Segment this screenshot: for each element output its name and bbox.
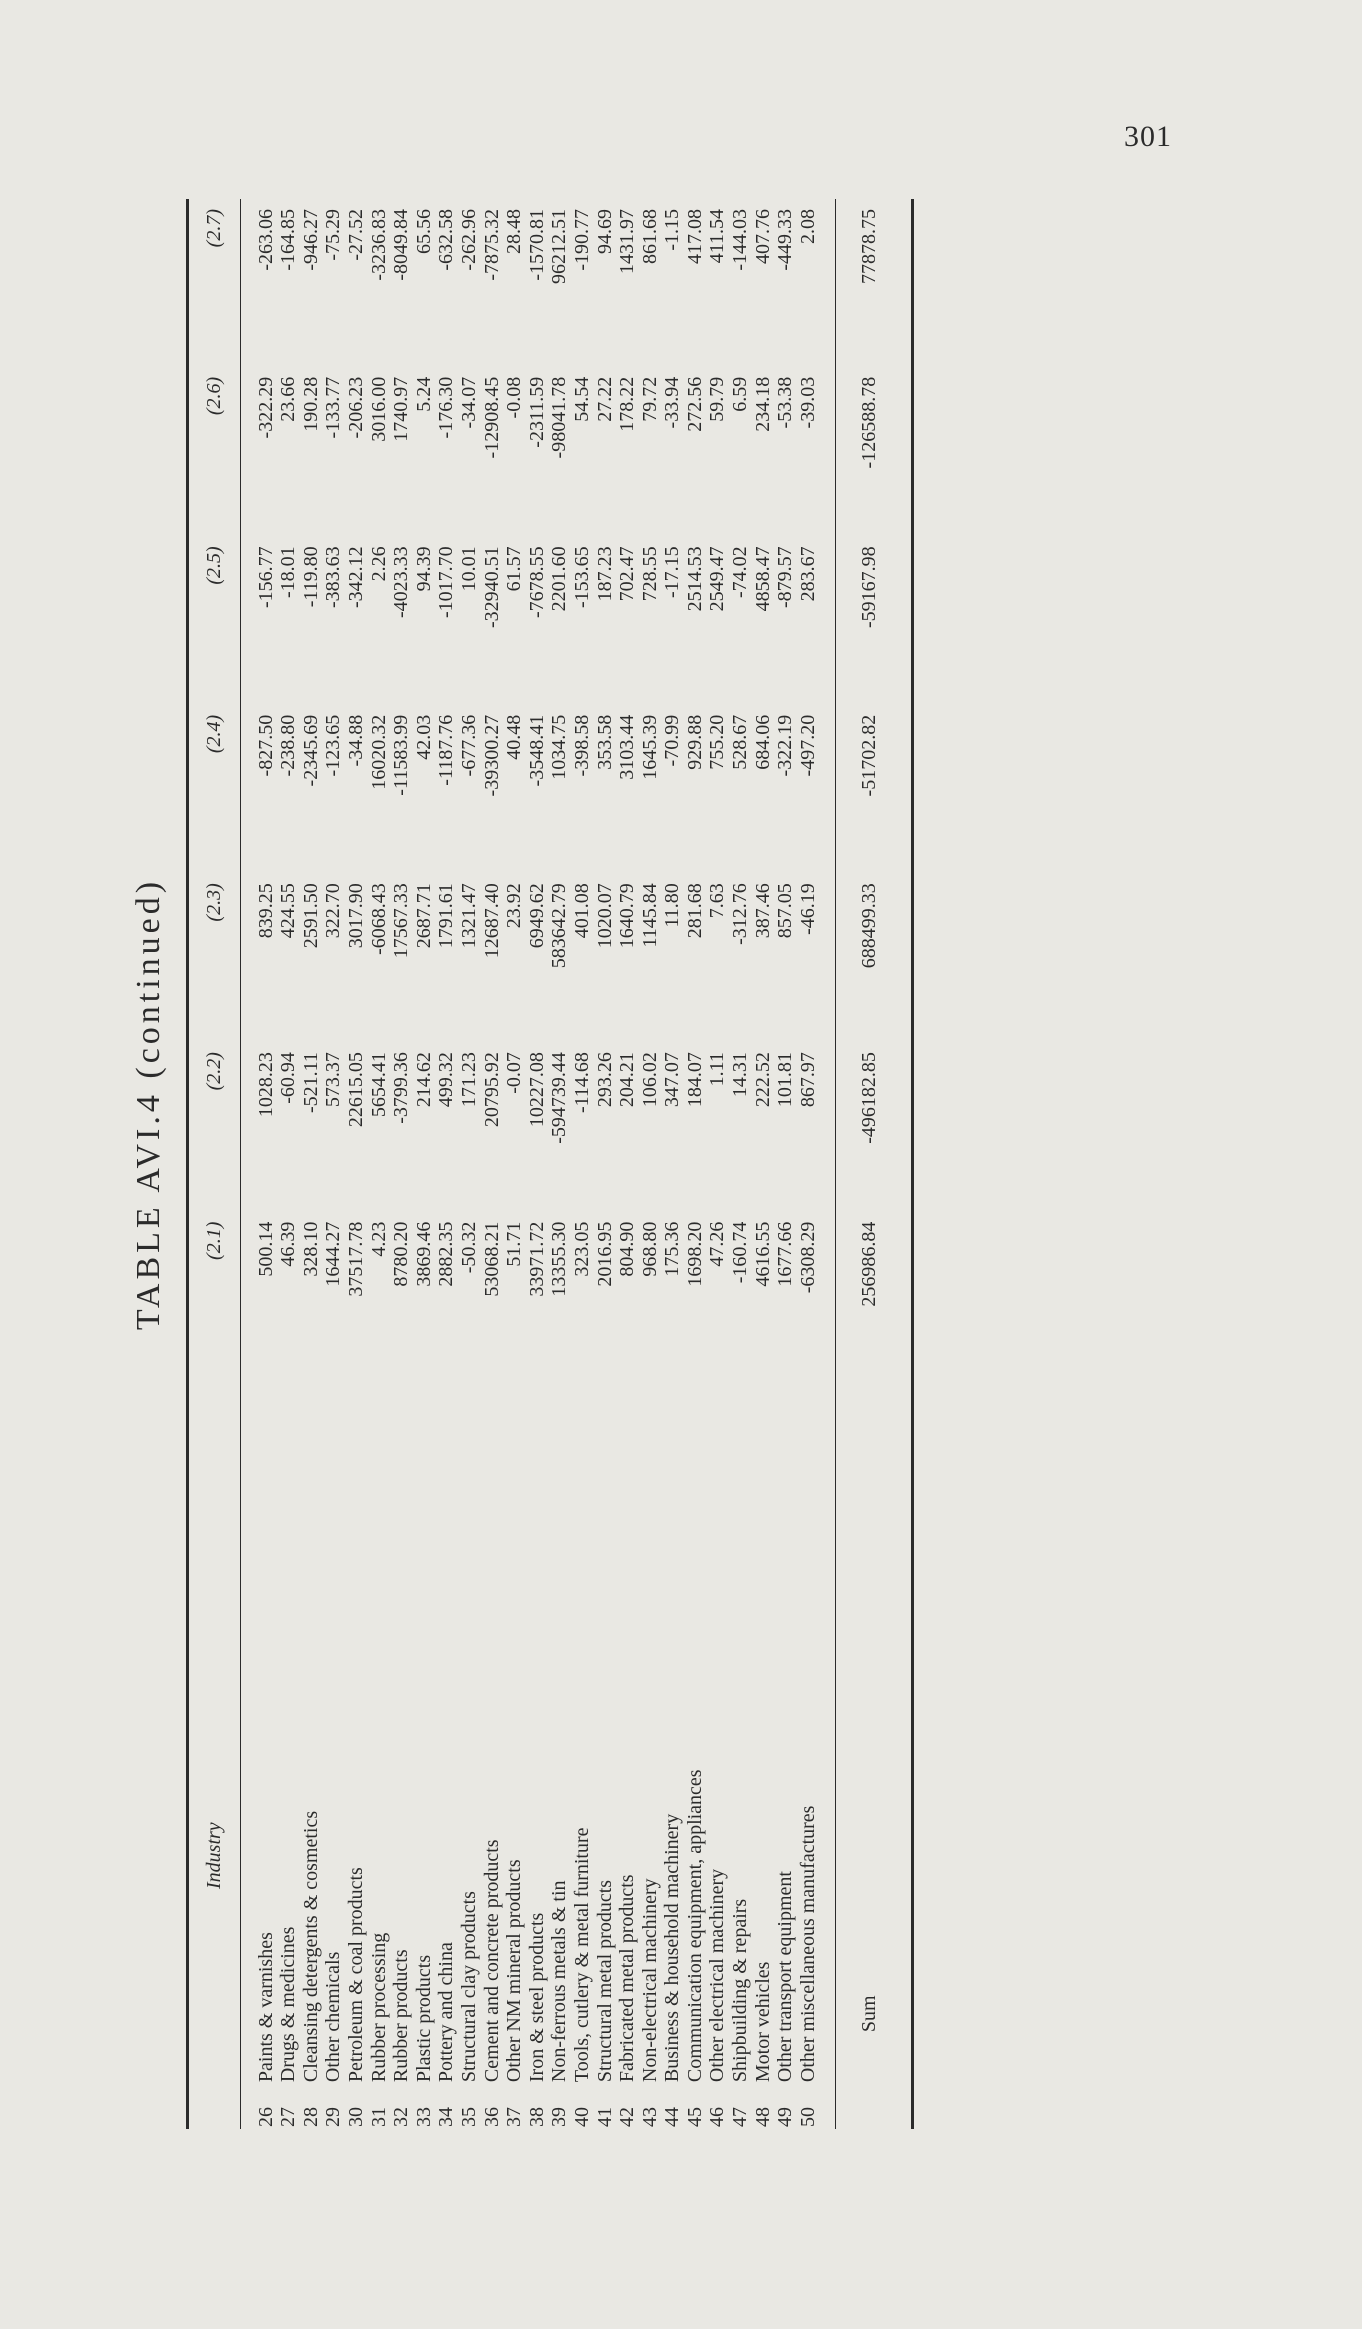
cell-value: -144.03: [729, 209, 752, 271]
cell-value: 175.36: [661, 1221, 684, 1277]
cell-value: 16020.32: [367, 714, 390, 790]
cell-value: -70.99: [661, 714, 684, 767]
sum-value: 77878.75: [836, 199, 913, 367]
cell-value: -1.15: [661, 209, 684, 251]
cell-value: -123.65: [322, 714, 345, 777]
cell-value: 839.25: [254, 883, 277, 939]
cell-value: 11.80: [661, 883, 684, 928]
cell-value: 2201.60: [548, 546, 571, 612]
cell-value: 22615.05: [344, 1052, 367, 1128]
cell-value: -46.19: [796, 883, 819, 935]
cell-value: 3017.90: [344, 883, 367, 949]
column-header-2-4: (2.4): [203, 705, 240, 873]
cell-value: 4858.47: [751, 546, 774, 612]
row-number: 36: [480, 2107, 503, 2127]
sum-row: [836, 199, 913, 2129]
cell-value: 2016.95: [593, 1221, 616, 1287]
row-number: 37: [503, 2107, 526, 2127]
cell-value: 322.70: [322, 883, 345, 939]
cell-value: 424.55: [277, 883, 300, 939]
row-number: 41: [593, 2107, 616, 2127]
cell-value: -50.32: [457, 1221, 480, 1274]
table-row: [435, 199, 458, 2129]
cell-value: -3799.36: [390, 1052, 413, 1124]
cell-value: 857.05: [774, 883, 797, 939]
cell-value: 234.18: [751, 376, 774, 432]
cell-value: 702.47: [616, 546, 639, 602]
cell-value: 407.76: [751, 209, 774, 264]
cell-value: 10.01: [457, 546, 480, 592]
row-number: 32: [390, 2107, 413, 2127]
cell-value: -238.80: [277, 714, 300, 777]
cell-value: 61.57: [503, 546, 526, 592]
table-row: [322, 199, 345, 2129]
cell-value: 96212.51: [548, 209, 571, 284]
cell-value: -33.94: [661, 376, 684, 429]
column-header-2-1: (2.1): [203, 1212, 240, 1381]
cell-value: -497.20: [796, 714, 819, 777]
cell-value: 53068.21: [480, 1221, 503, 1297]
row-number: 47: [729, 2107, 752, 2127]
table-row: [413, 199, 436, 2129]
cell-value: 2.08: [796, 209, 819, 244]
row-number: 29: [322, 2107, 345, 2127]
cell-value: 46.39: [277, 1221, 300, 1267]
cell-value: 684.06: [751, 714, 774, 770]
cell-value: 37517.78: [344, 1221, 367, 1297]
cell-value: 6.59: [729, 376, 752, 412]
cell-value: -4023.33: [390, 546, 413, 619]
cell-value: -263.06: [254, 209, 277, 271]
cell-value: 281.68: [683, 883, 706, 939]
table-row: [684, 199, 707, 2129]
cell-value: 867.97: [796, 1052, 819, 1108]
cell-value: -206.23: [344, 376, 367, 439]
cell-value: 2.26: [367, 546, 390, 582]
cell-value: -312.76: [729, 883, 752, 945]
header-row: [203, 199, 240, 2129]
table-row: [729, 199, 752, 2129]
table-row: [571, 199, 594, 2129]
row-number: 38: [525, 2107, 548, 2127]
cell-value: -1570.81: [525, 209, 548, 281]
cell-value: 204.21: [616, 1052, 639, 1108]
industry-name: Motor vehicles: [751, 1961, 774, 2083]
cell-value: -632.58: [435, 209, 458, 271]
cell-value: 500.14: [254, 1221, 277, 1277]
cell-value: 6949.62: [525, 883, 548, 949]
cell-value: -449.33: [774, 209, 797, 271]
table-row: [481, 199, 504, 2129]
cell-value: 2591.50: [299, 883, 322, 949]
cell-value: -176.30: [435, 376, 458, 439]
cell-value: 1740.97: [390, 376, 413, 442]
cell-value: -827.50: [254, 714, 277, 777]
column-header-2-3: (2.3): [203, 873, 240, 1042]
cell-value: 1677.66: [774, 1221, 797, 1287]
cell-value: -3236.83: [367, 209, 390, 281]
cell-value: -153.65: [570, 546, 593, 609]
cell-value: -879.57: [774, 546, 797, 609]
row-number: 30: [344, 2107, 367, 2127]
cell-value: 214.62: [412, 1052, 435, 1108]
cell-value: -2345.69: [299, 714, 322, 787]
cell-value: -521.11: [299, 1052, 322, 1113]
cell-value: -594739.44: [548, 1052, 571, 1144]
cell-value: 283.67: [796, 546, 819, 602]
sum-label: Sum: [836, 1380, 913, 2082]
cell-value: 804.90: [616, 1221, 639, 1277]
cell-value: -190.77: [570, 209, 593, 271]
cell-value: -946.27: [299, 209, 322, 271]
table-row: [594, 199, 617, 2129]
cell-value: 47.26: [706, 1221, 729, 1267]
cell-value: 40.48: [503, 714, 526, 760]
cell-value: -322.19: [774, 714, 797, 777]
table-row: [548, 199, 571, 2129]
cell-value: 728.55: [638, 546, 661, 602]
column-header-2-6: (2.6): [203, 367, 240, 537]
cell-value: -27.52: [344, 209, 367, 261]
cell-value: 5.24: [412, 376, 435, 412]
cell-value: 328.10: [299, 1221, 322, 1277]
cell-value: 3016.00: [367, 376, 390, 442]
row-number: 45: [683, 2107, 706, 2127]
cell-value: 101.81: [774, 1052, 797, 1108]
industry-name: Paints & varnishes: [254, 1932, 277, 2083]
cell-value: 2549.47: [706, 546, 729, 612]
cell-value: 353.58: [593, 714, 616, 770]
table-row: [300, 199, 323, 2129]
cell-value: 1145.84: [638, 883, 661, 948]
cell-value: -398.58: [570, 714, 593, 777]
table-row: [639, 199, 662, 2129]
cell-value: -18.01: [277, 546, 300, 599]
industry-name: Cement and concrete products: [480, 1839, 503, 2083]
table-row: [390, 199, 413, 2129]
row-number: 26: [254, 2107, 277, 2127]
industry-name: Structural metal products: [593, 1879, 616, 2083]
industry-name: Cleansing detergents & cosmetics: [299, 1810, 322, 2083]
cell-value: -133.77: [322, 376, 345, 439]
cell-value: 79.72: [638, 376, 661, 422]
data-table: [186, 199, 914, 2129]
cell-value: 1028.23: [254, 1052, 277, 1118]
cell-value: -0.08: [503, 376, 526, 419]
cell-value: 387.46: [751, 883, 774, 939]
cell-value: 184.07: [683, 1052, 706, 1108]
cell-value: 13355.30: [548, 1221, 571, 1297]
cell-value: -74.02: [729, 546, 752, 599]
cell-value: 7.63: [706, 883, 729, 919]
industry-name: Non-electrical machinery: [638, 1878, 661, 2083]
cell-value: 755.20: [706, 714, 729, 770]
sum-value: 688499.33: [836, 873, 913, 1042]
cell-value: 23.66: [277, 376, 300, 422]
cell-value: 178.22: [616, 376, 639, 432]
table-row: [368, 199, 391, 2129]
cell-value: -6068.43: [367, 883, 390, 955]
cell-value: 42.03: [412, 714, 435, 760]
cell-value: -39300.27: [480, 714, 503, 797]
industry-name: Pottery and china: [435, 1942, 458, 2083]
column-header-2-2: (2.2): [203, 1042, 240, 1212]
cell-value: -160.74: [729, 1221, 752, 1284]
industry-name: Other transport equipment: [774, 1871, 797, 2083]
table-row: [706, 199, 729, 2129]
table-caption: TABLE AVI.4 (continued): [130, 877, 167, 1331]
sum-value: -496182.85: [836, 1042, 913, 1212]
table-row: [458, 199, 481, 2129]
table-row: [345, 199, 368, 2129]
row-number: 42: [616, 2107, 639, 2127]
row-number: 49: [774, 2107, 797, 2127]
cell-value: 573.37: [322, 1052, 345, 1108]
industry-name: Other miscellaneous manufactures: [796, 1805, 819, 2083]
cell-value: 411.54: [706, 209, 729, 264]
cell-value: 4616.55: [751, 1221, 774, 1287]
row-number: 39: [548, 2107, 571, 2127]
cell-value: 1431.97: [616, 209, 639, 274]
row-number: 35: [457, 2107, 480, 2127]
cell-value: 14.31: [729, 1052, 752, 1098]
cell-value: 8780.20: [390, 1221, 413, 1287]
cell-value: 347.07: [661, 1052, 684, 1108]
cell-value: 10227.08: [525, 1052, 548, 1128]
table-container: [130, 199, 914, 2129]
cell-value: -342.12: [344, 546, 367, 609]
cell-value: 190.28: [299, 376, 322, 432]
cell-value: 4.23: [367, 1221, 390, 1257]
cell-value: 20795.92: [480, 1052, 503, 1128]
industry-name: Other chemicals: [322, 1951, 345, 2083]
industry-name: Non-ferrous metals & tin: [548, 1880, 571, 2083]
cell-value: 417.08: [683, 209, 706, 264]
row-number: 48: [751, 2107, 774, 2127]
cell-value: -11583.99: [390, 714, 413, 796]
row-number: 33: [412, 2107, 435, 2127]
table-row: [752, 199, 775, 2129]
cell-value: -39.03: [796, 376, 819, 429]
cell-value: -7678.55: [525, 546, 548, 619]
row-number: 40: [570, 2107, 593, 2127]
cell-value: 94.69: [593, 209, 616, 254]
table-row: [616, 199, 639, 2129]
industry-name: Other electrical machinery: [706, 1868, 729, 2083]
cell-value: -12908.45: [480, 376, 503, 459]
cell-value: 2687.71: [412, 883, 435, 949]
cell-value: 5654.41: [367, 1052, 390, 1118]
cell-value: -164.85: [277, 209, 300, 271]
industry-name: Other NM mineral products: [503, 1859, 526, 2083]
row-number: 50: [796, 2107, 819, 2127]
row-number: 34: [435, 2107, 458, 2127]
cell-value: -32940.51: [480, 546, 503, 629]
cell-value: 51.71: [503, 1221, 526, 1267]
table-row: [797, 199, 836, 2129]
cell-value: 401.08: [570, 883, 593, 939]
row-number: 31: [367, 2107, 390, 2127]
cell-value: 3103.44: [616, 714, 639, 780]
cell-value: 861.68: [638, 209, 661, 264]
sum-value: -126588.78: [836, 367, 913, 537]
cell-value: 106.02: [638, 1052, 661, 1108]
cell-value: -34.88: [344, 714, 367, 767]
cell-value: -98041.78: [548, 376, 571, 459]
cell-value: -8049.84: [390, 209, 413, 281]
cell-value: -0.07: [503, 1052, 526, 1094]
cell-value: 1698.20: [683, 1221, 706, 1287]
table-row: [503, 199, 526, 2129]
cell-value: 2514.53: [683, 546, 706, 612]
cell-value: 3869.46: [412, 1221, 435, 1287]
cell-value: -17.15: [661, 546, 684, 599]
cell-value: 528.67: [729, 714, 752, 770]
table-body: [240, 199, 836, 2129]
cell-value: -1017.70: [435, 546, 458, 619]
table-row: [240, 199, 277, 2129]
table-row: [774, 199, 797, 2129]
cell-value: 54.54: [570, 376, 593, 422]
cell-value: -383.63: [322, 546, 345, 609]
cell-value: -1187.76: [435, 714, 458, 786]
row-number: 44: [661, 2107, 684, 2127]
cell-value: -75.29: [322, 209, 345, 261]
cell-value: 94.39: [412, 546, 435, 592]
cell-value: 1.11: [706, 1052, 729, 1087]
cell-value: 1791.61: [435, 883, 458, 949]
industry-name: Structural clay products: [457, 1891, 480, 2083]
industry-name: Rubber products: [390, 1949, 413, 2083]
cell-value: 1645.39: [638, 714, 661, 780]
column-header-2-7: (2.7): [203, 199, 240, 367]
row-number: 28: [299, 2107, 322, 2127]
cell-value: -262.96: [457, 209, 480, 271]
cell-value: 17567.33: [390, 883, 413, 959]
table-row: [277, 199, 300, 2129]
cell-value: 222.52: [751, 1052, 774, 1108]
sum-value: -59167.98: [836, 536, 913, 704]
cell-value: 1020.07: [593, 883, 616, 949]
cell-value: 583642.79: [548, 883, 571, 969]
table-row: [661, 199, 684, 2129]
cell-value: -53.38: [774, 376, 797, 429]
cell-value: 929.88: [683, 714, 706, 770]
cell-value: 187.23: [593, 546, 616, 602]
cell-value: -119.80: [299, 546, 322, 608]
column-header-industry: Industry: [203, 1380, 240, 2129]
cell-value: -677.36: [457, 714, 480, 777]
table-row: [526, 199, 549, 2129]
cell-value: 968.80: [638, 1221, 661, 1277]
industry-name: Business & household machinery: [661, 1813, 684, 2083]
cell-value: 23.92: [503, 883, 526, 929]
cell-value: 1644.27: [322, 1221, 345, 1287]
cell-value: 1321.47: [457, 883, 480, 949]
cell-value: -114.68: [570, 1052, 593, 1113]
cell-value: 499.32: [435, 1052, 458, 1108]
industry-name: Fabricated metal products: [616, 1874, 639, 2083]
cell-value: -2311.59: [525, 376, 548, 448]
industry-name: Communication equipment, appliances: [683, 1769, 706, 2083]
industry-name: Petroleum & coal products: [344, 1867, 367, 2083]
cell-value: 2882.35: [435, 1221, 458, 1287]
cell-value: 293.26: [593, 1052, 616, 1108]
cell-value: -322.29: [254, 376, 277, 439]
cell-value: 1640.79: [616, 883, 639, 949]
column-header-2-5: (2.5): [203, 536, 240, 704]
cell-value: 27.22: [593, 376, 616, 422]
cell-value: -7875.32: [480, 209, 503, 281]
cell-value: -156.77: [254, 546, 277, 609]
industry-name: Plastic products: [412, 1954, 435, 2083]
industry-name: Iron & steel products: [525, 1912, 548, 2083]
industry-name: Drugs & medicines: [277, 1926, 300, 2083]
cell-value: 272.56: [683, 376, 706, 432]
cell-value: -60.94: [277, 1052, 300, 1104]
cell-value: 28.48: [503, 209, 526, 254]
cell-value: 33971.72: [525, 1221, 548, 1297]
cell-value: -3548.41: [525, 714, 548, 787]
cell-value: -34.07: [457, 376, 480, 429]
cell-value: -6308.29: [796, 1221, 819, 1294]
row-number: 46: [706, 2107, 729, 2127]
cell-value: 59.79: [706, 376, 729, 422]
sum-value: -51702.82: [836, 705, 913, 873]
cell-value: 65.56: [412, 209, 435, 254]
cell-value: 12687.40: [480, 883, 503, 959]
industry-name: Shipbuilding & repairs: [729, 1898, 752, 2083]
cell-value: 1034.75: [548, 714, 571, 780]
row-number: 27: [277, 2107, 300, 2127]
industry-name: Tools, cutlery & metal furniture: [570, 1827, 593, 2083]
row-number: 43: [638, 2107, 661, 2127]
industry-name: Rubber processing: [367, 1932, 390, 2083]
sum-value: 256986.84: [836, 1212, 913, 1381]
page-number: 301: [1124, 120, 1172, 153]
cell-value: 171.23: [457, 1052, 480, 1108]
cell-value: 323.05: [570, 1221, 593, 1277]
